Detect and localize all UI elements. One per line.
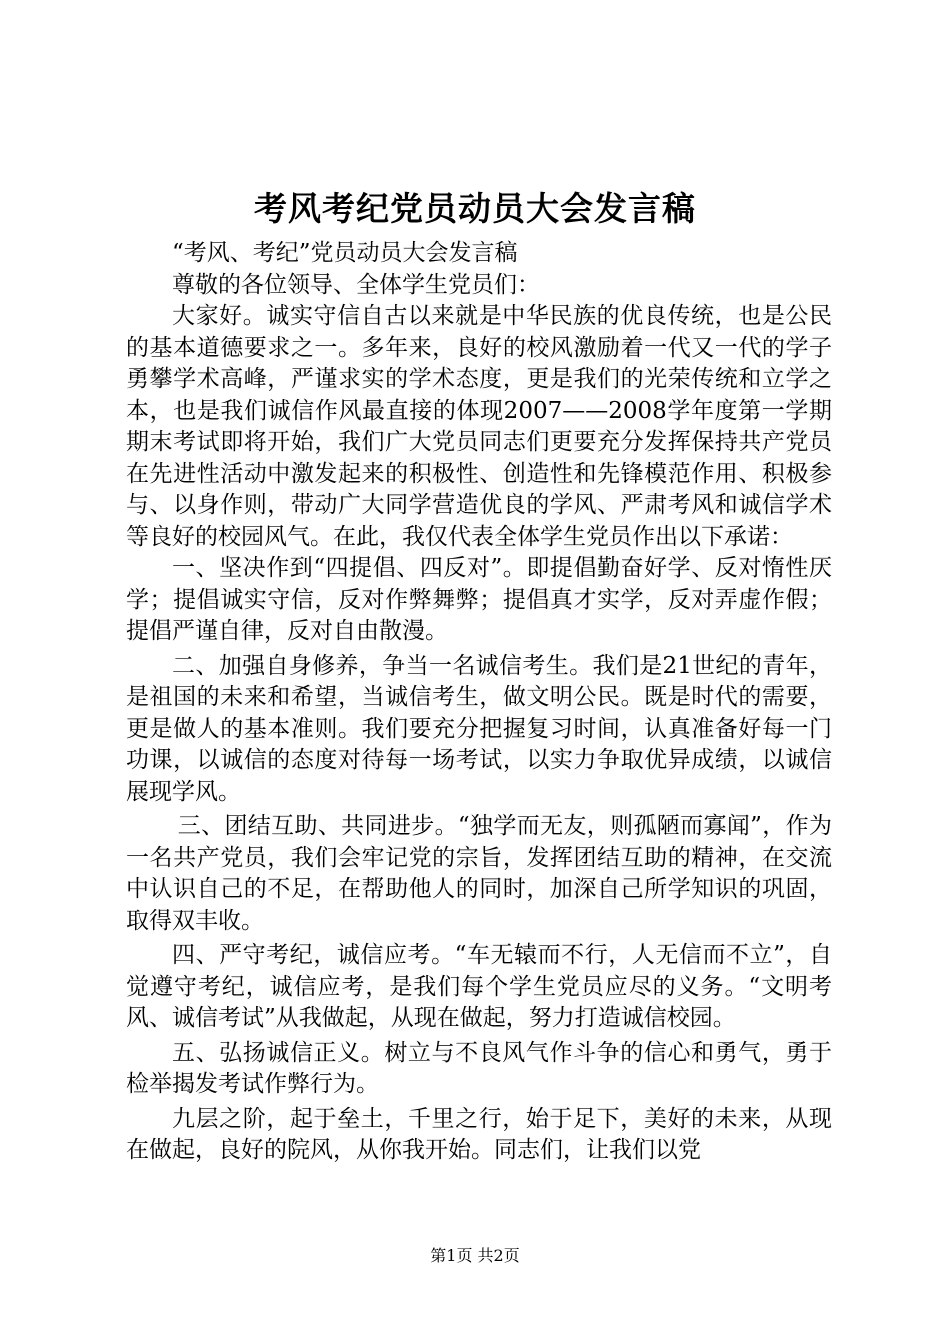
page-footer: 第1页 共2页 [430, 1246, 520, 1265]
paragraph-closing: 九层之阶，起于垒土，千里之行，始于足下，美好的未来，从现在做起，良好的院风，从你我开始。同志们，让我们以党 [126, 1105, 832, 1163]
paragraph-pledge-2: 二、加强自身修养，争当一名诚信考生。我们是21世纪的青年，是祖国的未来和希望，当诚信考生，做文明公民。既是时代的需要，更是做人的基本准则。我们要充分把握复习时间，认真准备好每一门功课，以诚信的态度对待每一场考试，以实力争取优异成绩，以诚信展现学风。 [126, 652, 832, 805]
paragraph-pledge-5: 五、弘扬诚信正义。树立与不良风气作斗争的信心和勇气，勇于检举揭发考试作弊行为。 [126, 1039, 832, 1097]
paragraph-pledge-1: 一、坚决作到“四提倡、四反对”。即提倡勤奋好学、反对惰性厌学；提倡诚实守信，反对作弊舞弊；提倡真才实学，反对弄虚作假；提倡严谨自律，反对自由散漫。 [126, 555, 832, 644]
paragraph-pledge-3: 三、团结互助、共同进步。“独学而无友，则孤陋而寡闻”，作为一名共产党员，我们会牢记党的宗旨，发挥团结互助的精神，在交流中认识自己的不足，在帮助他人的同时，加深自己所学知识的巩固，取得双丰收。 [126, 813, 832, 934]
paragraph-pledge-4: 四、严守考纪，诚信应考。“车无辕而不行，人无信而不立”，自觉遵守考纪，诚信应考，是我们每个学生党员应尽的义务。“文明考风、诚信考试”从我做起，从现在做起，努力打造诚信校园。 [126, 942, 832, 1031]
paragraph-intro: 大家好。诚实守信自古以来就是中华民族的优良传统，也是公民的基本道德要求之一。多年来，良好的校风激励着一代又一代的学子勇攀学术高峰，严谨求实的学术态度，更是我们的光荣传统和立学之本，也是我们诚信作风最直接的体现2007——2008学年度第一学期期末考试即将开始，我们广大党员同志们更要充分发挥保持共产党员在先进性活动中激发起来的积极性、创造性和先锋模范作用、积极参与、以身作则，带动广大同学营造优良的学风、严肃考风和诚信学术等良好的校园风气。在此，我仅代表全体学生党员作出以下承诺： [126, 303, 832, 550]
document-title: 考风考纪党员动员大会发言稿 [254, 189, 696, 228]
document-body [126, 238, 832, 1167]
paragraph-salutation: 尊敬的各位领导、全体学生党员们： [172, 271, 540, 298]
paragraph-subtitle: “考风、考纪”党员动员大会发言稿 [172, 240, 518, 266]
